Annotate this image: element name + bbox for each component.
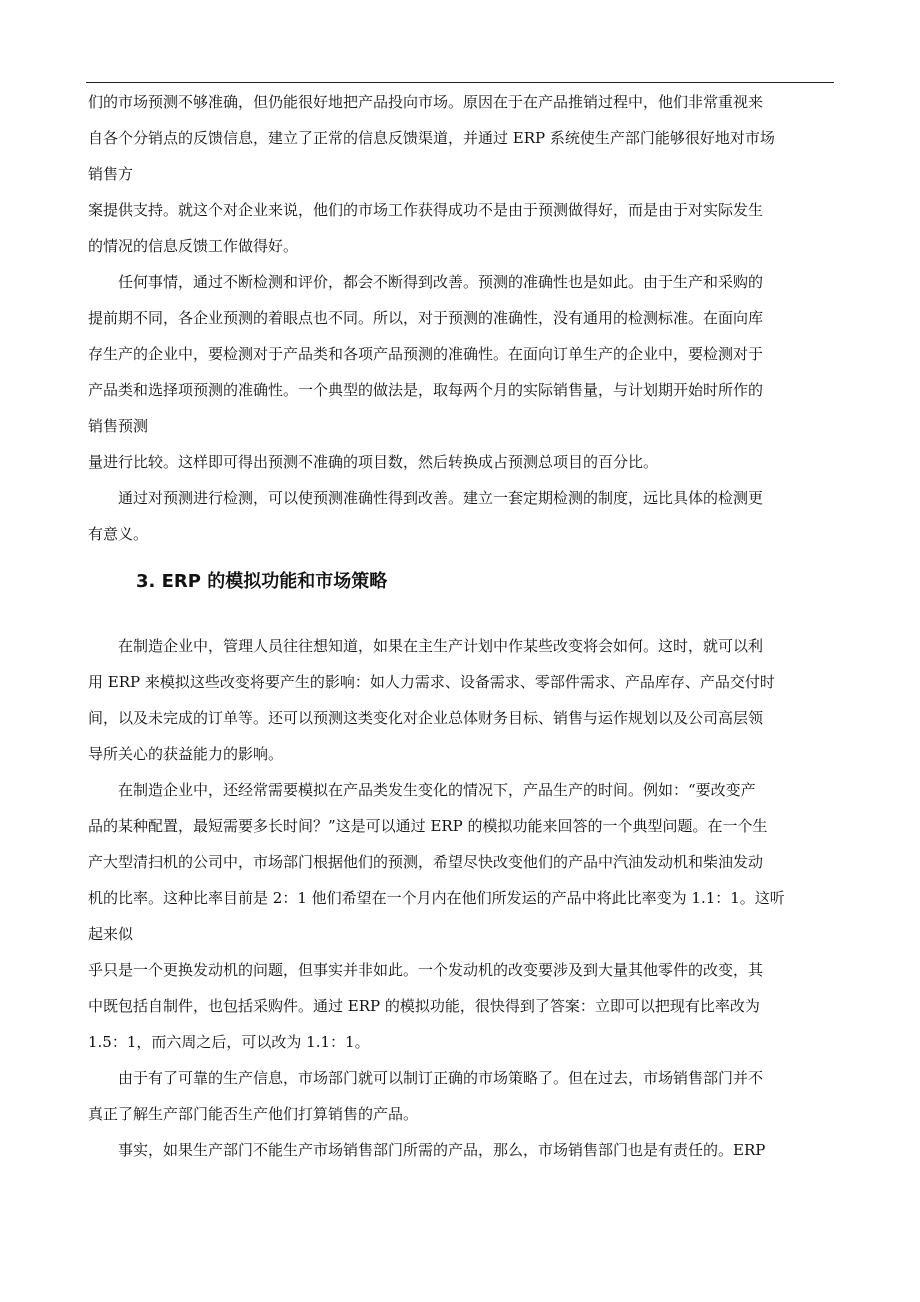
text-line: 由于有了可靠的生产信息，市场部门就可以制订正确的市场策略了。但在过去，市场销售部门并不	[118, 1069, 764, 1087]
text-line: 1.5：1，而六周之后，可以改为 1.1：1。	[88, 1033, 370, 1051]
document-body	[88, 92, 828, 1176]
text-line: 产大型清扫机的公司中，市场部门根据他们的预测，希望尽快改变他们的产品中汽油发动机和柴油发动	[88, 853, 764, 871]
text-line: 通过对预测进行检测，可以使预测准确性得到改善。建立一套定期检测的制度，远比具体的检测更	[118, 489, 764, 507]
text-line: 的情况的信息反馈工作做得好。	[88, 237, 299, 255]
text-line: 自各个分销点的反馈信息，建立了正常的信息反馈渠道，并通过 ERP 系统使生产部门能够很好地对市场	[88, 129, 775, 147]
text-line: 导所关心的获益能力的影响。	[88, 745, 284, 763]
text-line: 真正了解生产部门能否生产他们打算销售的产品。	[88, 1105, 419, 1123]
text-line: 任何事情，通过不断检测和评价，都会不断得到改善。预测的准确性也是如此。由于生产和采购的	[118, 273, 764, 291]
text-line: 用 ERP 来模拟这些改变将要产生的影响：如人力需求、设备需求、零部件需求、产品库存、产品交付时	[88, 673, 775, 691]
text-line: 中既包括自制件，也包括采购件。通过 ERP 的模拟功能，很快得到了答案：立即可以把现有比率改为	[88, 997, 760, 1015]
section-heading: 3. ERP 的模拟功能和市场策略	[136, 571, 388, 592]
text-line: 在制造企业中，还经常需要模拟在产品类发生变化的情况下，产品生产的时间。例如：“要改变产	[118, 781, 756, 799]
text-line: 在制造企业中，管理人员往往想知道，如果在主生产计划中作某些改变将会如何。这时，就可以利	[118, 637, 764, 655]
text-line: 量进行比较。这样即可得出预测不准确的项目数，然后转换成占预测总项目的百分比。	[88, 453, 659, 471]
text-line: 间，以及未完成的订单等。还可以预测这类变化对企业总体财务目标、销售与运作规划以及公司高层领	[88, 709, 764, 727]
text-line: 起来似	[88, 925, 134, 943]
text-line: 乎只是一个更换发动机的问题，但事实并非如此。一个发动机的改变要涉及到大量其他零件的改变，其	[88, 961, 764, 979]
text-line: 提前期不同，各企业预测的着眼点也不同。所以，对于预测的准确性，没有通用的检测标准。在面向库	[88, 309, 764, 327]
text-line: 机的比率。这种比率目前是 2：1 他们希望在一个月内在他们所发运的产品中将此比率变为 1.1：1。这听	[88, 889, 785, 907]
text-line: 销售预测	[88, 417, 149, 435]
text-line: 品的某种配置，最短需要多长时间？”这是可以通过 ERP 的模拟功能来回答的一个典型问题。在一个生	[88, 817, 768, 835]
text-line: 有意义。	[88, 525, 149, 543]
text-line: 存生产的企业中，要检测对于产品类和各项产品预测的准确性。在面向订单生产的企业中，要检测对于	[88, 345, 764, 363]
text-line: 们的市场预测不够准确，但仍能很好地把产品投向市场。原因在于在产品推销过程中，他们非常重视来	[88, 93, 764, 111]
text-line: 销售方	[88, 165, 134, 183]
text-line: 产品类和选择项预测的准确性。一个典型的做法是，取每两个月的实际销售量，与计划期开始时所作的	[88, 381, 764, 399]
text-line: 案提供支持。就这个对企业来说，他们的市场工作获得成功不是由于预测做得好，而是由于对实际发生	[88, 201, 764, 219]
header-rule	[86, 82, 834, 83]
text-line: 事实，如果生产部门不能生产市场销售部门所需的产品，那么，市场销售部门也是有责任的。ERP	[118, 1141, 766, 1159]
